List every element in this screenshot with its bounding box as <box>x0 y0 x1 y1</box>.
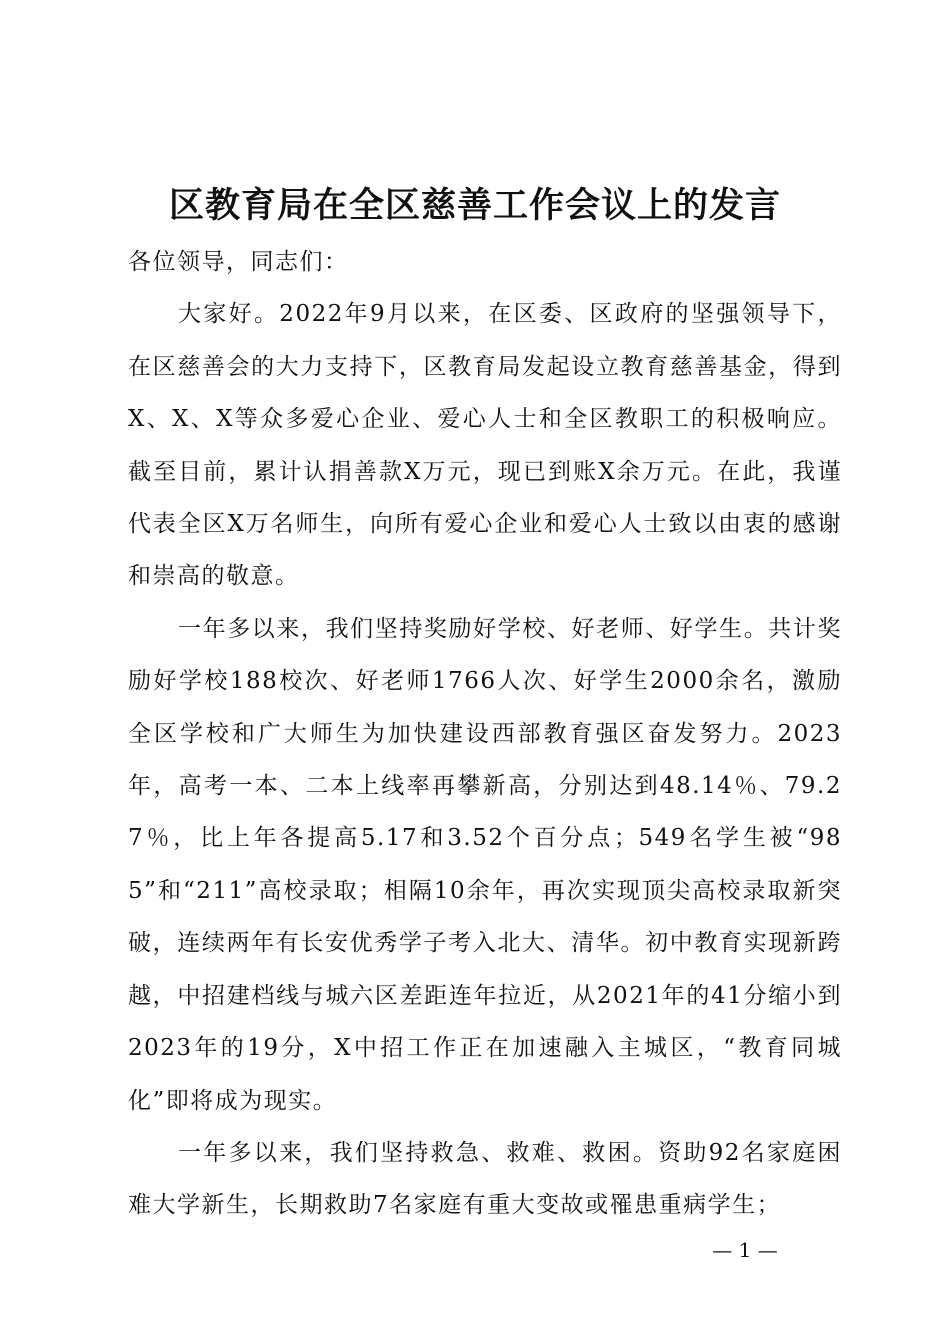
page-number: — 1 — <box>712 1238 778 1262</box>
document-title: 区教育局在全区慈善工作会议上的发言 <box>168 185 781 226</box>
paragraph-2: 一年多以来，我们坚持奖励好学校、好老师、好学生。共计奖励好学校188校次、好老师1766人次、好学生2000余名，激励全区学校和广大师生为加快建设西部教育强区奋发努力。2023年，高考一本、二本上线率再攀新高，分别达到48.14％、79.27％，比上年各提高5.17和3.52个百分点；549名学生被“985”和“211”高校录取；相隔10余年，再次实现顶尖高校录取新突破，连续两年有长安优秀学子考入北大、清华。初中教育实现新跨越，中招建档线与城六区差距连年拉近，从2021年的41分缩小到2023年的19分，X中招工作正在加速融入主城区，“教育同城化”即将成为现实。 <box>128 615 842 1114</box>
paragraph-1: 大家好。2022年9月以来，在区委、区政府的坚强领导下，在区慈善会的大力支持下，区教育局发起设立教育慈善基金，得到X、X、X等众多爱心企业、爱心人士和全区教职工的积极响应。截至目前，累计认捐善款X万元，现已到账X余万元。在此，我谨代表全区X万名师生，向所有爱心企业和爱心人士致以由衷的感谢和崇高的敬意。 <box>128 301 842 590</box>
salutation: 各位领导，同志们： <box>128 249 349 275</box>
paragraph-3: 一年多以来，我们坚持救急、救难、救困。资助92名家庭困难大学新生，长期救助7名家庭有重大变故或罹患重病学生； <box>128 1139 842 1219</box>
document-body <box>128 236 842 1232</box>
